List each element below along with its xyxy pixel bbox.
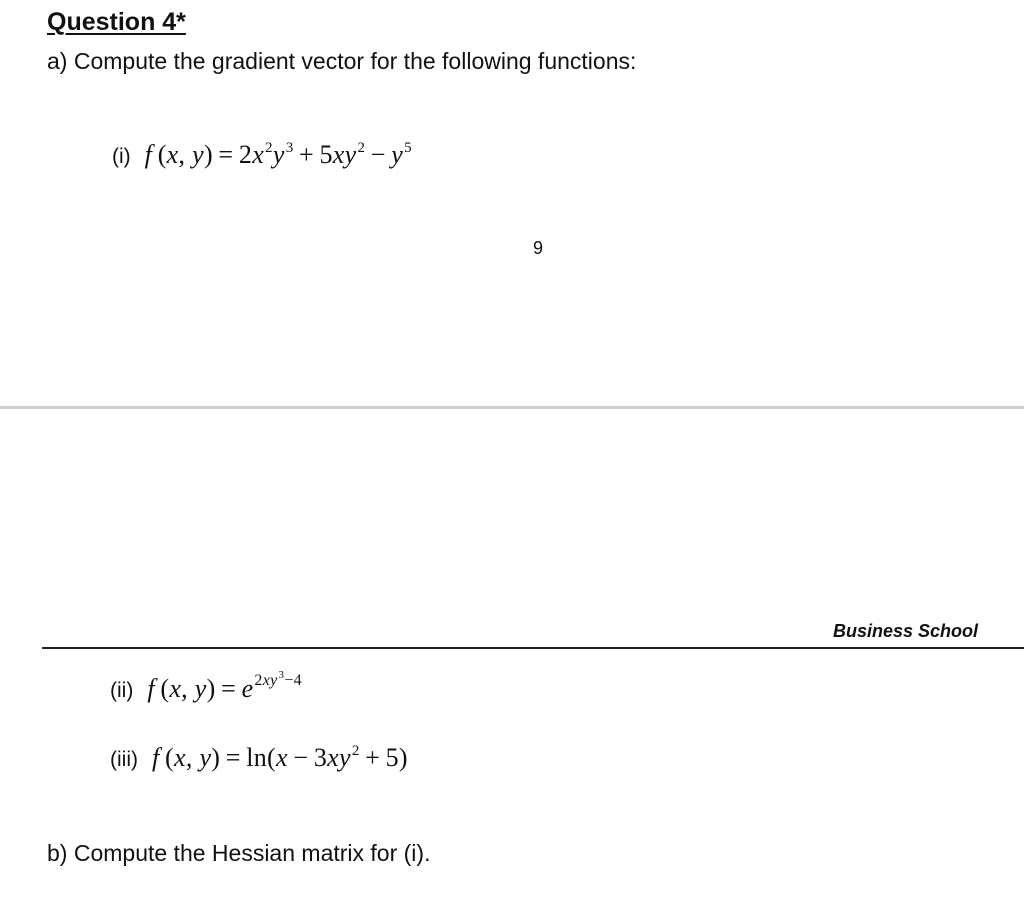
page-separator bbox=[0, 406, 1024, 409]
function-formula-i: f (x, $y) = 2x^2y^3 + 5xy^2 - y^5$ bbox=[144, 140, 412, 169]
question-heading: Question 4* bbox=[47, 8, 186, 36]
function-item-iii bbox=[110, 743, 408, 773]
function-item-ii bbox=[110, 669, 302, 704]
part-a-prompt: a) Compute the gradient vector for the following functions: bbox=[47, 48, 637, 74]
part-b-prompt: b) Compute the Hessian matrix for (i). bbox=[47, 840, 431, 866]
item-label-ii: (ii) bbox=[110, 679, 134, 702]
item-label-iii: (iii) bbox=[110, 748, 138, 771]
function-formula-ii: f (x, $y) = e^{2xy^3-4}$ bbox=[147, 669, 302, 703]
header-label: Business School bbox=[832, 621, 978, 641]
header-rule bbox=[42, 647, 1024, 649]
function-formula-iii: f (x, $y) = \ln(x - 3xy^2 + 5)$ bbox=[151, 743, 408, 772]
function-item-i bbox=[112, 140, 412, 170]
page-number: 9 bbox=[533, 238, 544, 258]
item-label-i: (i) bbox=[112, 145, 131, 168]
